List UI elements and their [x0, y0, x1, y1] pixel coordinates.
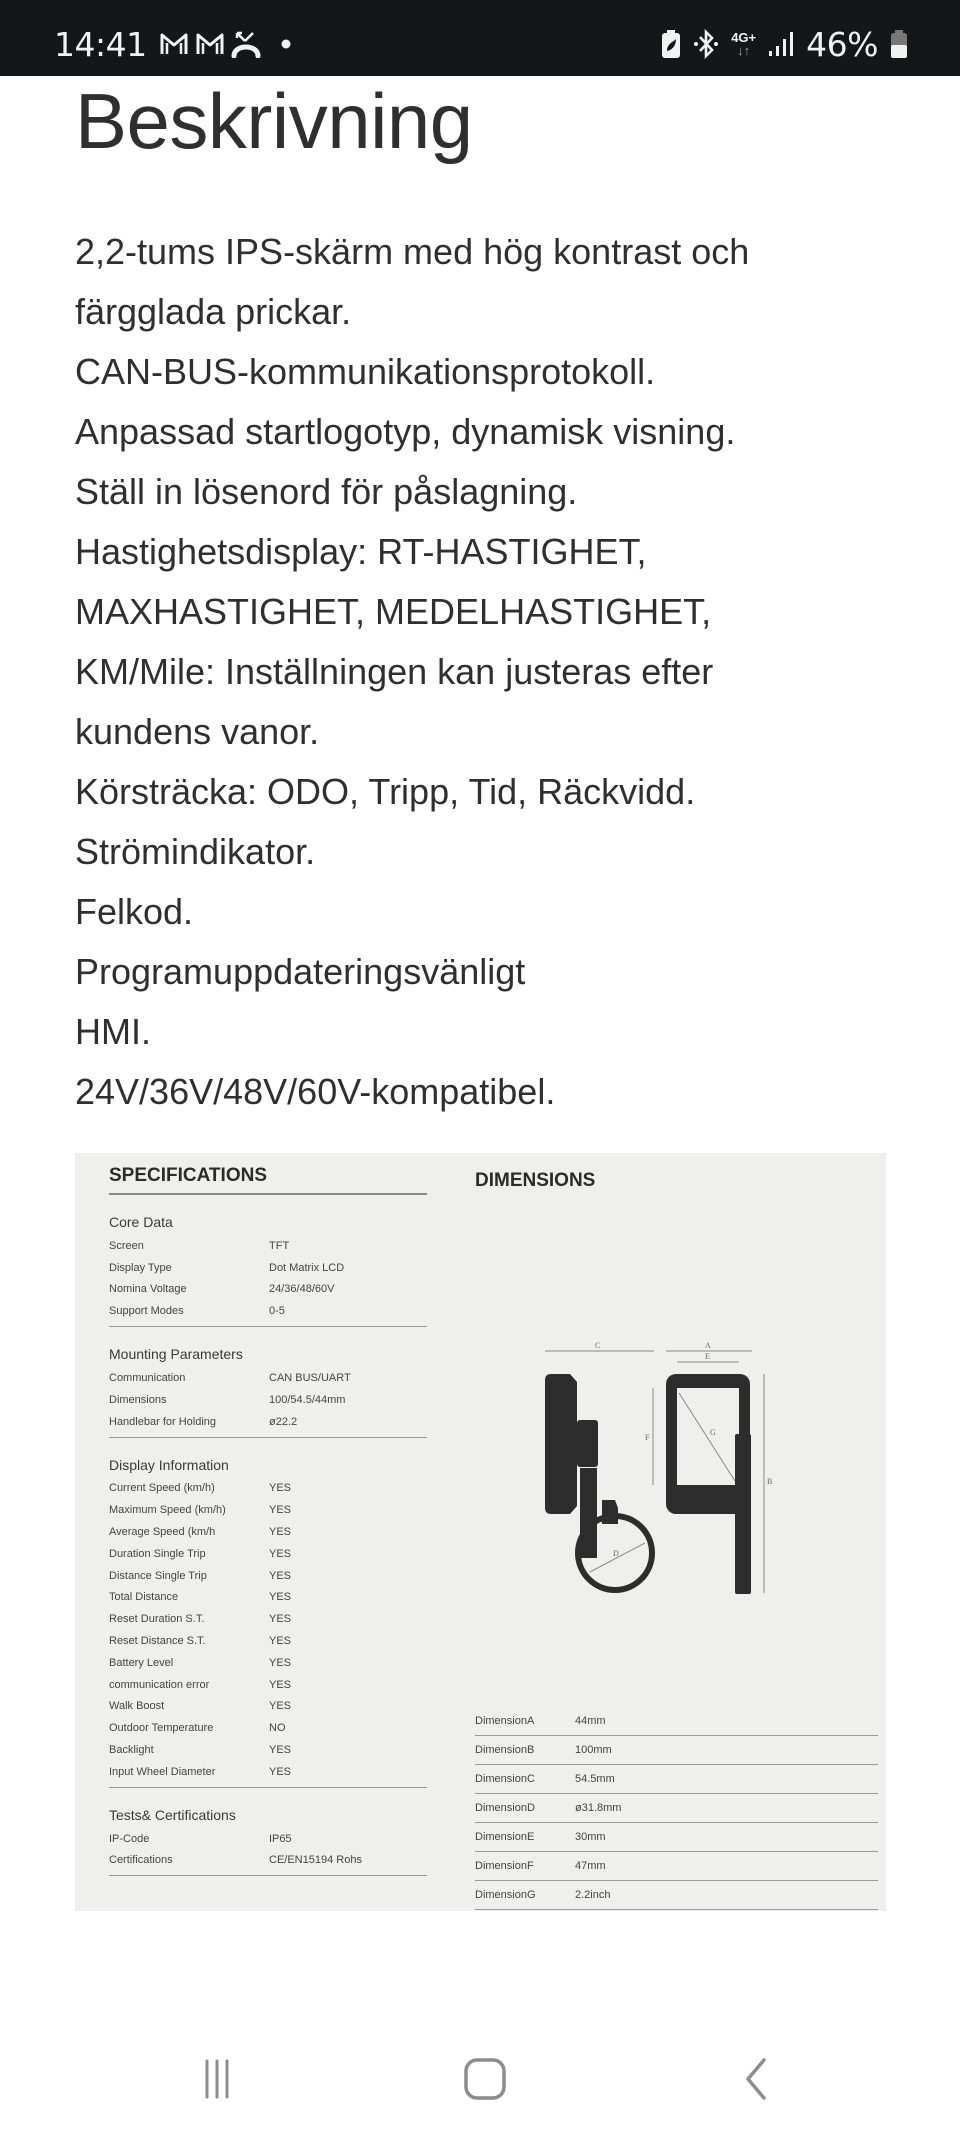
- dimension-key: DimensionD: [475, 1802, 535, 1814]
- description-line: KM/Mile: Inställningen kan justeras efter: [75, 651, 714, 692]
- description-line: färgglada prickar.: [75, 291, 352, 332]
- spec-row: [109, 1696, 427, 1718]
- home-button[interactable]: [445, 2051, 525, 2111]
- gmail-icon: [195, 32, 225, 56]
- dimension-row: [475, 1852, 878, 1881]
- spec-row: [109, 1279, 427, 1301]
- dimension-row: [475, 1707, 878, 1736]
- specifications-panel: [109, 1165, 427, 1876]
- spec-row: [109, 1565, 427, 1587]
- spec-value: YES: [269, 1700, 292, 1713]
- spec-value: Dot Matrix LCD: [269, 1261, 345, 1274]
- spec-row: [109, 1478, 427, 1500]
- dimension-value: 2.2inch: [575, 1889, 611, 1901]
- spec-key: Reset Distance S.T.: [109, 1635, 206, 1648]
- spec-value: YES: [269, 1765, 292, 1778]
- spec-group-title: Mounting Parameters: [109, 1346, 243, 1363]
- spec-row: [109, 1499, 427, 1521]
- spec-key: Input Wheel Diameter: [109, 1765, 216, 1778]
- spec-value: YES: [269, 1526, 292, 1539]
- description-line: Felkod.: [75, 891, 194, 932]
- svg-text:C: C: [595, 1341, 601, 1350]
- description-line: HMI.: [75, 1011, 151, 1052]
- gmail-icon: [159, 32, 189, 56]
- recent-apps-icon: [197, 2059, 237, 2104]
- spec-value: ø22.2: [269, 1415, 298, 1428]
- spec-row: [109, 1521, 427, 1543]
- spec-key: Reset Duration S.T.: [109, 1613, 205, 1626]
- spec-row: [109, 1543, 427, 1565]
- spec-row: [109, 1411, 427, 1433]
- home-icon: [463, 2057, 507, 2106]
- spec-row: [109, 1761, 427, 1783]
- spec-value: YES: [269, 1656, 292, 1669]
- status-left: [54, 24, 291, 64]
- spec-value: CAN BUS/UART: [269, 1372, 351, 1385]
- description-line: Ställ in lösenord för påslagning.: [75, 471, 578, 512]
- svg-text:A: A: [705, 1341, 711, 1350]
- battery-percent: 46%: [806, 24, 878, 64]
- spec-group-title: Display Information: [109, 1456, 229, 1473]
- spec-value: YES: [269, 1504, 292, 1517]
- spec-group-title: Tests& Certifications: [109, 1806, 236, 1823]
- spec-key: Certifications: [109, 1854, 173, 1867]
- spec-key: Support Modes: [109, 1305, 184, 1318]
- svg-text:E: E: [705, 1352, 710, 1361]
- spec-row: [109, 1257, 427, 1279]
- dimension-key: DimensionE: [475, 1831, 535, 1843]
- spec-value: 100/54.5/44mm: [269, 1393, 346, 1406]
- dimension-key: DimensionC: [475, 1773, 535, 1785]
- spec-value: YES: [269, 1547, 292, 1560]
- specifications-image[interactable]: [75, 1153, 886, 1911]
- navigation-bar: [0, 2003, 960, 2133]
- spec-row: [109, 1630, 427, 1652]
- description-line: 2,2-tums IPS-skärm med hög kontrast och: [75, 231, 750, 272]
- back-icon: [740, 2057, 770, 2106]
- dimension-row: [475, 1765, 878, 1794]
- spec-group-core-data: [109, 1214, 427, 1327]
- dimension-key: DimensionA: [475, 1715, 535, 1727]
- spec-row: [109, 1739, 427, 1761]
- spec-group-certifications: [109, 1807, 427, 1877]
- spec-value: YES: [269, 1744, 292, 1757]
- spec-key: Total Distance: [109, 1591, 179, 1604]
- description-line: 24V/36V/48V/60V-kompatibel.: [75, 1071, 556, 1112]
- spec-group-title: Core Data: [109, 1214, 173, 1230]
- spec-row: [109, 1389, 427, 1411]
- bluetooth-icon: [693, 29, 719, 59]
- dimension-key: DimensionG: [475, 1889, 536, 1901]
- spec-value: IP65: [269, 1832, 292, 1845]
- spec-value: YES: [269, 1613, 292, 1626]
- spec-key: Battery Level: [109, 1656, 174, 1669]
- spec-key: communication error: [109, 1678, 210, 1691]
- spec-key: Distance Single Trip: [109, 1569, 207, 1582]
- dimension-value: 47mm: [575, 1860, 606, 1872]
- specifications-heading: SPECIFICATIONS: [109, 1165, 427, 1195]
- dimension-value: 30mm: [575, 1831, 606, 1843]
- description-line: CAN-BUS-kommunikationsprotokoll.: [75, 351, 656, 392]
- svg-text:F: F: [645, 1433, 650, 1442]
- spec-value: YES: [269, 1569, 292, 1582]
- status-right: [661, 24, 908, 64]
- description-text: [75, 222, 895, 1122]
- dimension-row: [475, 1881, 878, 1910]
- description-line: MAXHASTIGHET, MEDELHASTIGHET,: [75, 591, 712, 632]
- description-line: kundens vanor.: [75, 711, 320, 752]
- spec-value: YES: [269, 1678, 292, 1691]
- spec-row: [109, 1587, 427, 1609]
- spec-value: TFT: [269, 1239, 290, 1252]
- spec-key: Maximum Speed (km/h): [109, 1504, 226, 1517]
- spec-key: Backlight: [109, 1744, 154, 1757]
- status-bar: [0, 0, 960, 76]
- dimension-drawing: [525, 1328, 785, 1608]
- divider: [109, 1437, 427, 1438]
- description-line: Strömindikator.: [75, 831, 316, 872]
- spec-key: Display Type: [109, 1261, 172, 1274]
- description-line: Anpassad startlogotyp, dynamisk visning.: [75, 411, 736, 452]
- dimension-key: DimensionB: [475, 1744, 535, 1756]
- spec-value: YES: [269, 1482, 292, 1495]
- spec-row: [109, 1652, 427, 1674]
- svg-text:G: G: [710, 1428, 716, 1437]
- spec-key: IP-Code: [109, 1832, 150, 1845]
- spec-key: Dimensions: [109, 1393, 167, 1406]
- page-title: Beskrivning: [75, 77, 473, 165]
- spec-value: 24/36/48/60V: [269, 1283, 335, 1296]
- spec-key: Screen: [109, 1239, 144, 1252]
- dimensions-table: [475, 1707, 878, 1910]
- description-line: Programuppdateringsvänligt: [75, 951, 526, 992]
- spec-key: Current Speed (km/h): [109, 1482, 215, 1495]
- spec-row: [109, 1300, 427, 1322]
- description-line: Hastighetsdisplay: RT-HASTIGHET,: [75, 531, 647, 572]
- signal-icon: [768, 31, 794, 57]
- description-line: Körsträcka: ODO, Tripp, Tid, Räckvidd.: [75, 771, 696, 812]
- spec-value: CE/EN15194 Rohs: [269, 1854, 362, 1867]
- missed-call-icon: [231, 30, 261, 58]
- spec-row: [109, 1608, 427, 1630]
- dimension-row: [475, 1823, 878, 1852]
- spec-row: [109, 1828, 427, 1850]
- spec-value: 0-5: [269, 1305, 285, 1318]
- dimension-key: DimensionF: [475, 1860, 534, 1872]
- status-time: 14:41: [54, 24, 147, 64]
- spec-row: [109, 1674, 427, 1696]
- svg-text:B: B: [767, 1477, 773, 1486]
- dimension-row: [475, 1736, 878, 1765]
- dimension-value: 44mm: [575, 1715, 606, 1727]
- spec-group-mounting: [109, 1346, 427, 1437]
- spec-row: [109, 1235, 427, 1257]
- divider: [109, 1875, 427, 1876]
- dimension-value: ø31.8mm: [575, 1802, 622, 1814]
- spec-key: Walk Boost: [109, 1700, 165, 1713]
- divider: [109, 1326, 427, 1327]
- battery-saver-icon: [661, 29, 681, 59]
- spec-key: Communication: [109, 1372, 186, 1385]
- spec-key: Handlebar for Holding: [109, 1415, 217, 1428]
- spec-key: Duration Single Trip: [109, 1547, 206, 1560]
- spec-row: [109, 1367, 427, 1389]
- network-4g-plus-icon: 4G+ ↓↑: [731, 30, 757, 58]
- dimension-value: 100mm: [575, 1744, 612, 1756]
- back-button[interactable]: [715, 2051, 795, 2111]
- spec-value: NO: [269, 1722, 286, 1735]
- svg-text:D: D: [613, 1549, 619, 1558]
- dimension-row: [475, 1794, 878, 1823]
- spec-row: [109, 1717, 427, 1739]
- spec-value: YES: [269, 1635, 292, 1648]
- divider: [109, 1787, 427, 1788]
- recent-apps-button[interactable]: [177, 2051, 257, 2111]
- spec-key: Nomina Voltage: [109, 1283, 187, 1296]
- spec-row: [109, 1850, 427, 1872]
- spec-key: Average Speed (km/h: [109, 1526, 216, 1539]
- spec-group-display-info: [109, 1457, 427, 1788]
- battery-icon: [890, 29, 908, 59]
- spec-key: Outdoor Temperature: [109, 1722, 214, 1735]
- spec-value: YES: [269, 1591, 292, 1604]
- dot-icon: [281, 39, 291, 49]
- dimensions-heading: DIMENSIONS: [475, 1170, 596, 1191]
- dimension-value: 54.5mm: [575, 1773, 615, 1785]
